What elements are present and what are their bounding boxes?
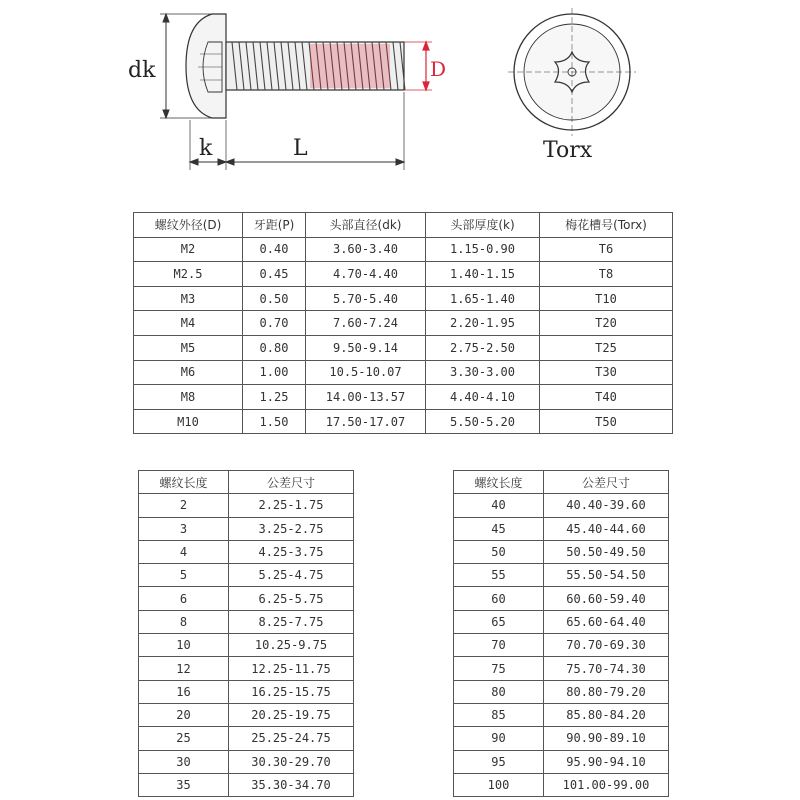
length-row-cell: 6.25-5.75 — [229, 587, 354, 610]
length-header-cell: 螺纹长度 — [139, 471, 229, 494]
length-header-cell: 螺纹长度 — [454, 471, 544, 494]
spec-row-cell: 10.5-10.07 — [306, 360, 426, 385]
screw-technical-drawing — [0, 0, 800, 205]
spec-header-cell: 螺纹外径(D) — [134, 213, 243, 238]
spec-row-cell: 2.20-1.95 — [426, 311, 540, 336]
spec-row-cell: 1.25 — [243, 385, 306, 410]
spec-row-cell: 0.80 — [243, 335, 306, 360]
length-row — [139, 773, 354, 796]
screw-head — [186, 14, 226, 118]
length-row — [454, 587, 669, 610]
length-row-cell: 90 — [454, 727, 544, 750]
length-row — [139, 540, 354, 563]
spec-row-cell: 5.70-5.40 — [306, 286, 426, 311]
length-row-cell: 12 — [139, 657, 229, 680]
length-row — [139, 657, 354, 680]
length-row-cell: 20.25-19.75 — [229, 703, 354, 726]
spec-table-header-row — [134, 213, 673, 238]
length-row — [139, 750, 354, 773]
label-L: L — [293, 136, 308, 161]
length-row — [139, 494, 354, 517]
length-row — [139, 587, 354, 610]
length-row — [454, 494, 669, 517]
spec-row-cell: T10 — [540, 286, 673, 311]
length-table-header-row — [139, 471, 354, 494]
length-row — [454, 680, 669, 703]
spec-row-cell: M10 — [134, 409, 243, 434]
length-row-cell: 70.70-69.30 — [544, 634, 669, 657]
spec-table — [133, 212, 673, 434]
length-row-cell: 40.40-39.60 — [544, 494, 669, 517]
spec-row — [134, 311, 673, 336]
length-row — [454, 634, 669, 657]
length-row-cell: 5.25-4.75 — [229, 564, 354, 587]
length-table-right — [453, 470, 669, 797]
length-row — [139, 727, 354, 750]
length-row — [454, 750, 669, 773]
length-row-cell: 30 — [139, 750, 229, 773]
length-row-cell: 65.60-64.40 — [544, 610, 669, 633]
length-row-cell: 45.40-44.60 — [544, 517, 669, 540]
spec-row-cell: 5.50-5.20 — [426, 409, 540, 434]
length-row-cell: 80.80-79.20 — [544, 680, 669, 703]
spec-row-cell: T25 — [540, 335, 673, 360]
length-row-cell: 8 — [139, 610, 229, 633]
length-row — [139, 610, 354, 633]
length-row — [454, 540, 669, 563]
spec-row — [134, 409, 673, 434]
spec-row-cell: 7.60-7.24 — [306, 311, 426, 336]
length-row-cell: 85 — [454, 703, 544, 726]
spec-header-cell: 头部厚度(k) — [426, 213, 540, 238]
torx-top-view — [508, 8, 636, 136]
spec-row-cell: 14.00-13.57 — [306, 385, 426, 410]
length-row-cell: 85.80-84.20 — [544, 703, 669, 726]
length-row-cell: 35.30-34.70 — [229, 773, 354, 796]
spec-row-cell: M4 — [134, 311, 243, 336]
length-row-cell: 3 — [139, 517, 229, 540]
length-row-cell: 2.25-1.75 — [229, 494, 354, 517]
spec-row-cell: T8 — [540, 262, 673, 287]
length-row — [139, 680, 354, 703]
spec-row-cell: 1.00 — [243, 360, 306, 385]
length-row-cell: 101.00-99.00 — [544, 773, 669, 796]
length-row-cell: 4.25-3.75 — [229, 540, 354, 563]
length-header-cell: 公差尺寸 — [229, 471, 354, 494]
length-row — [454, 657, 669, 680]
length-row-cell: 25 — [139, 727, 229, 750]
spec-row-cell: 0.50 — [243, 286, 306, 311]
spec-row-cell: 9.50-9.14 — [306, 335, 426, 360]
spec-row-cell: M2.5 — [134, 262, 243, 287]
length-row-cell: 40 — [454, 494, 544, 517]
length-row — [454, 703, 669, 726]
spec-row-cell: T20 — [540, 311, 673, 336]
spec-row-cell: 4.70-4.40 — [306, 262, 426, 287]
length-row-cell: 90.90-89.10 — [544, 727, 669, 750]
length-row — [139, 634, 354, 657]
length-row-cell: 10.25-9.75 — [229, 634, 354, 657]
spec-row-cell: 0.45 — [243, 262, 306, 287]
spec-row-cell: T50 — [540, 409, 673, 434]
spec-row — [134, 335, 673, 360]
length-row-cell: 100 — [454, 773, 544, 796]
spec-row-cell: 2.75-2.50 — [426, 335, 540, 360]
length-row-cell: 75.70-74.30 — [544, 657, 669, 680]
length-row-cell: 60.60-59.40 — [544, 587, 669, 610]
spec-row-cell: 1.65-1.40 — [426, 286, 540, 311]
spec-row-cell: 0.70 — [243, 311, 306, 336]
length-table-left — [138, 470, 354, 797]
length-row-cell: 50 — [454, 540, 544, 563]
length-row-cell: 95 — [454, 750, 544, 773]
length-row-cell: 3.25-2.75 — [229, 517, 354, 540]
spec-row-cell: 17.50-17.07 — [306, 409, 426, 434]
label-D: D — [430, 57, 447, 81]
spec-row-cell: M2 — [134, 237, 243, 262]
spec-header-cell: 梅花槽号(Torx) — [540, 213, 673, 238]
length-row-cell: 50.50-49.50 — [544, 540, 669, 563]
length-row-cell: 60 — [454, 587, 544, 610]
spec-row-cell: 1.15-0.90 — [426, 237, 540, 262]
length-row — [139, 703, 354, 726]
spec-row — [134, 360, 673, 385]
spec-row-cell: T30 — [540, 360, 673, 385]
spec-row-cell: 1.40-1.15 — [426, 262, 540, 287]
length-row-cell: 12.25-11.75 — [229, 657, 354, 680]
length-row-cell: 25.25-24.75 — [229, 727, 354, 750]
length-header-cell: 公差尺寸 — [544, 471, 669, 494]
length-row-cell: 2 — [139, 494, 229, 517]
length-row-cell: 55.50-54.50 — [544, 564, 669, 587]
spec-header-cell: 牙距(P) — [243, 213, 306, 238]
length-row — [454, 564, 669, 587]
red-accent-patch — [310, 44, 390, 88]
length-row-cell: 45 — [454, 517, 544, 540]
length-row — [454, 517, 669, 540]
length-row — [454, 727, 669, 750]
spec-row-cell: 3.60-3.40 — [306, 237, 426, 262]
spec-row-cell: M6 — [134, 360, 243, 385]
spec-row — [134, 237, 673, 262]
length-row-cell: 95.90-94.10 — [544, 750, 669, 773]
length-row — [139, 517, 354, 540]
length-row-cell: 75 — [454, 657, 544, 680]
label-dk: dk — [128, 58, 156, 83]
spec-row — [134, 286, 673, 311]
spec-row-cell: M3 — [134, 286, 243, 311]
length-row-cell: 4 — [139, 540, 229, 563]
spec-row-cell: T6 — [540, 237, 673, 262]
length-row-cell: 5 — [139, 564, 229, 587]
length-row-cell: 16 — [139, 680, 229, 703]
label-k: k — [199, 136, 213, 161]
spec-row-cell: 1.50 — [243, 409, 306, 434]
length-row-cell: 8.25-7.75 — [229, 610, 354, 633]
label-torx: Torx — [543, 138, 593, 163]
length-row-cell: 80 — [454, 680, 544, 703]
length-row-cell: 16.25-15.75 — [229, 680, 354, 703]
length-row — [139, 564, 354, 587]
length-row-cell: 10 — [139, 634, 229, 657]
spec-row — [134, 262, 673, 287]
length-row-cell: 70 — [454, 634, 544, 657]
length-table-header-row — [454, 471, 669, 494]
spec-row-cell: 3.30-3.00 — [426, 360, 540, 385]
spec-row-cell: T40 — [540, 385, 673, 410]
length-row-cell: 20 — [139, 703, 229, 726]
spec-row-cell: M5 — [134, 335, 243, 360]
length-row-cell: 6 — [139, 587, 229, 610]
length-row — [454, 610, 669, 633]
length-row — [454, 773, 669, 796]
length-row-cell: 30.30-29.70 — [229, 750, 354, 773]
spec-header-cell: 头部直径(dk) — [306, 213, 426, 238]
length-row-cell: 65 — [454, 610, 544, 633]
spec-row-cell: M8 — [134, 385, 243, 410]
spec-row-cell: 0.40 — [243, 237, 306, 262]
length-row-cell: 55 — [454, 564, 544, 587]
length-row-cell: 35 — [139, 773, 229, 796]
spec-row — [134, 385, 673, 410]
spec-row-cell: 4.40-4.10 — [426, 385, 540, 410]
